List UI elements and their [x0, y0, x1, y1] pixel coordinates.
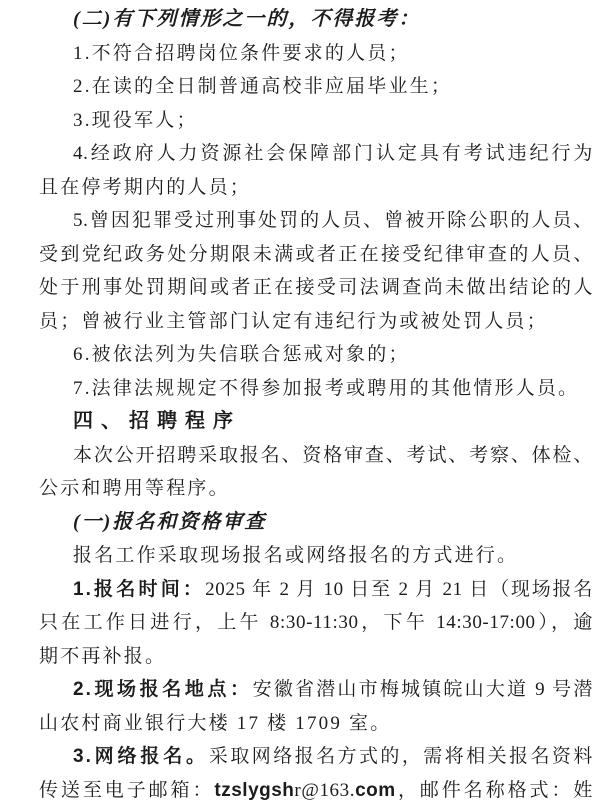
subsection-heading: [39, 3, 593, 37]
text-run: 2.在读的全日制普通高校非应届毕业生；: [73, 76, 453, 97]
text-run: 处于刑事处罚期间或者正在接受司法调查尚未做出结论的人: [39, 277, 593, 298]
text-line: [39, 305, 593, 339]
text-run: 且在停考期内的人员；: [39, 176, 252, 198]
text-line: [39, 707, 593, 741]
run-in-label: 1.报名时间：: [73, 578, 206, 600]
email-address-part: com: [355, 779, 396, 801]
text-run: 受到党纪政务处分期限未满或者正在接受纪律审查的人员、: [39, 243, 593, 265]
text-line: [39, 137, 593, 171]
text-run: (一)报名和资格审查: [73, 510, 267, 533]
text-line: [39, 104, 593, 138]
text-run: 7.法律法规规定不得参加报考或聘用的其他情形人员。: [73, 377, 580, 399]
text-line: [39, 539, 593, 573]
text-run: 5.曾因犯罪受过刑事处罚的人员、曾被开除公职的人员、: [73, 210, 593, 231]
text-run: 安徽省潜山市梅城镇皖山大道 9 号潜: [252, 679, 593, 700]
text-line: [39, 271, 593, 305]
email-address-part: tzslygsh: [214, 779, 295, 801]
text-line: [39, 372, 593, 406]
text-line: [39, 606, 593, 640]
text-line: [39, 70, 593, 104]
text-run: r@163.: [294, 779, 356, 801]
text-run: 采取网络报名方式的，需将相关报名资料: [208, 746, 593, 767]
text-run: 2025 年 2 月 10 日至 2 月 21 日（现场报名: [205, 578, 593, 600]
text-run: 山农村商业银行大楼 17 楼 1709 室。: [39, 712, 392, 734]
text-run: 员；曾被行业主管部门认定有违纪行为或被处罚人员；: [39, 310, 548, 332]
text-run: 只在工作日进行，上午 8:30-11:30，下午 14:30-17:00），逾: [39, 612, 593, 633]
text-run: 四、招聘程序: [73, 410, 241, 432]
subsection-heading: [39, 506, 593, 540]
text-run: 报名工作采取现场报名或网络报名的方式进行。: [73, 545, 519, 566]
text-run: 6.被依法列为失信联合惩戒对象的；: [73, 344, 410, 365]
text-run: 公示和聘用等程序。: [39, 478, 230, 499]
text-run: 4.经政府人力资源社会保障部门认定具有考试违纪行为: [73, 143, 593, 164]
text-line: [39, 573, 593, 607]
text-line: [39, 238, 593, 272]
text-line: [39, 673, 593, 707]
text-line: [39, 439, 593, 473]
text-line: [39, 171, 593, 205]
run-in-label: 2.现场报名地点：: [73, 679, 253, 700]
section-heading: [39, 405, 593, 439]
text-run: 3.现役军人；: [73, 109, 198, 131]
text-line: [39, 740, 593, 774]
text-line: [39, 37, 593, 71]
document-body: [39, 3, 593, 804]
text-line: [39, 640, 593, 674]
text-line: [39, 204, 593, 238]
text-run: ，邮件名称格式：姓: [395, 779, 593, 801]
text-run: 期不再补报。: [39, 645, 167, 667]
text-run: 本次公开招聘采取报名、资格审查、考试、考察、体检、: [73, 444, 593, 466]
text-line: [39, 472, 593, 506]
run-in-label: 3.网络报名。: [73, 746, 209, 767]
text-run: 1.不符合招聘岗位条件要求的人员；: [73, 42, 410, 64]
text-line: [39, 338, 593, 372]
text-run: (二)有下列情形之一的，不得报考：: [73, 8, 421, 30]
text-line: [39, 774, 593, 804]
text-run: 传送至电子邮箱：: [39, 779, 215, 801]
